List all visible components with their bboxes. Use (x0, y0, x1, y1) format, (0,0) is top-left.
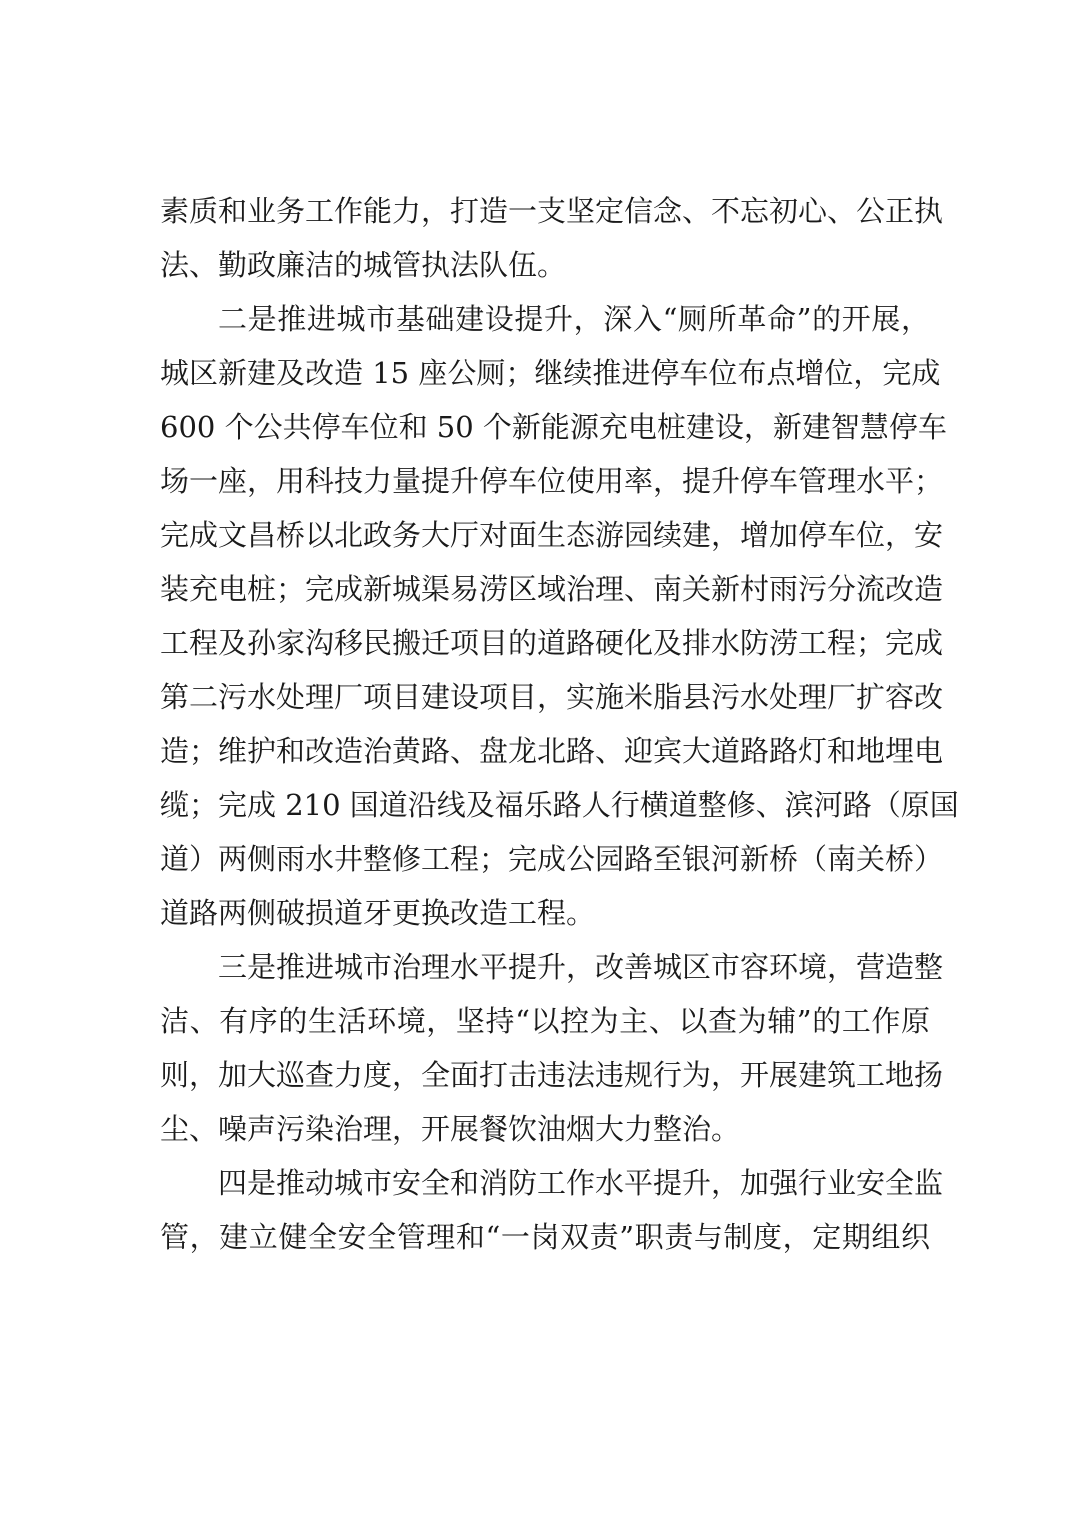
text-line: 素质和业务工作能力，打造一支坚定信念、不忘初心、公正执 (160, 194, 944, 228)
paragraph-2 (160, 292, 959, 940)
text-line: 造；维护和改造治黄路、盘龙北路、迎宾大道路路灯和地埋电 (160, 734, 944, 768)
text-line: 工程及孙家沟移民搬迁项目的道路硬化及排水防涝工程；完成 (160, 626, 944, 660)
paragraph-1 (160, 184, 944, 292)
text-line: 第二污水处理厂项目建设项目，实施米脂县污水处理厂扩容改 (160, 680, 944, 714)
text-line: 法、勤政廉洁的城管执法队伍。 (160, 248, 567, 282)
text-line: 道）两侧雨水井整修工程；完成公园路至银河新桥（南关桥） (160, 842, 944, 876)
text-line: 则，加大巡查力度，全面打击违法违规行为，开展建筑工地扬 (160, 1058, 944, 1092)
text-line: 完成文昌桥以北政务大厅对面生态游园续建，增加停车位，安 (160, 518, 944, 552)
paragraph-4 (160, 1156, 944, 1264)
text-line: 道路两侧破损道牙更换改造工程。 (160, 896, 596, 930)
text-line: 场一座，用科技力量提升停车位使用率，提升停车管理水平； (160, 464, 944, 498)
text-line: 城区新建及改造 15 座公厕；继续推进停车位布点增位，完成 (160, 356, 941, 390)
text-line: 600 个公共停车位和 50 个新能源充电桩建设，新建智慧停车 (160, 410, 947, 444)
text-line: 尘、噪声污染治理，开展餐饮油烟大力整治。 (160, 1112, 741, 1146)
text-line: 管，建立健全安全管理和“一岗双责”职责与制度，定期组织 (160, 1220, 930, 1254)
paragraph-3 (160, 940, 944, 1156)
text-line: 三是推进城市治理水平提升，改善城区市容环境，营造整 (218, 950, 944, 984)
text-line: 缆；完成 210 国道沿线及福乐路人行横道整修、滨河路（原国 (160, 788, 959, 822)
text-line: 洁、有序的生活环境，坚持“以控为主、以查为辅”的工作原 (160, 1004, 930, 1038)
text-line: 装充电桩；完成新城渠易涝区域治理、南关新村雨污分流改造 (160, 572, 944, 606)
text-line: 四是推动城市安全和消防工作水平提升，加强行业安全监 (218, 1166, 944, 1200)
body-text (160, 184, 959, 1264)
text-line: 二是推进城市基础建设提升，深入“厕所革命”的开展， (218, 302, 930, 336)
